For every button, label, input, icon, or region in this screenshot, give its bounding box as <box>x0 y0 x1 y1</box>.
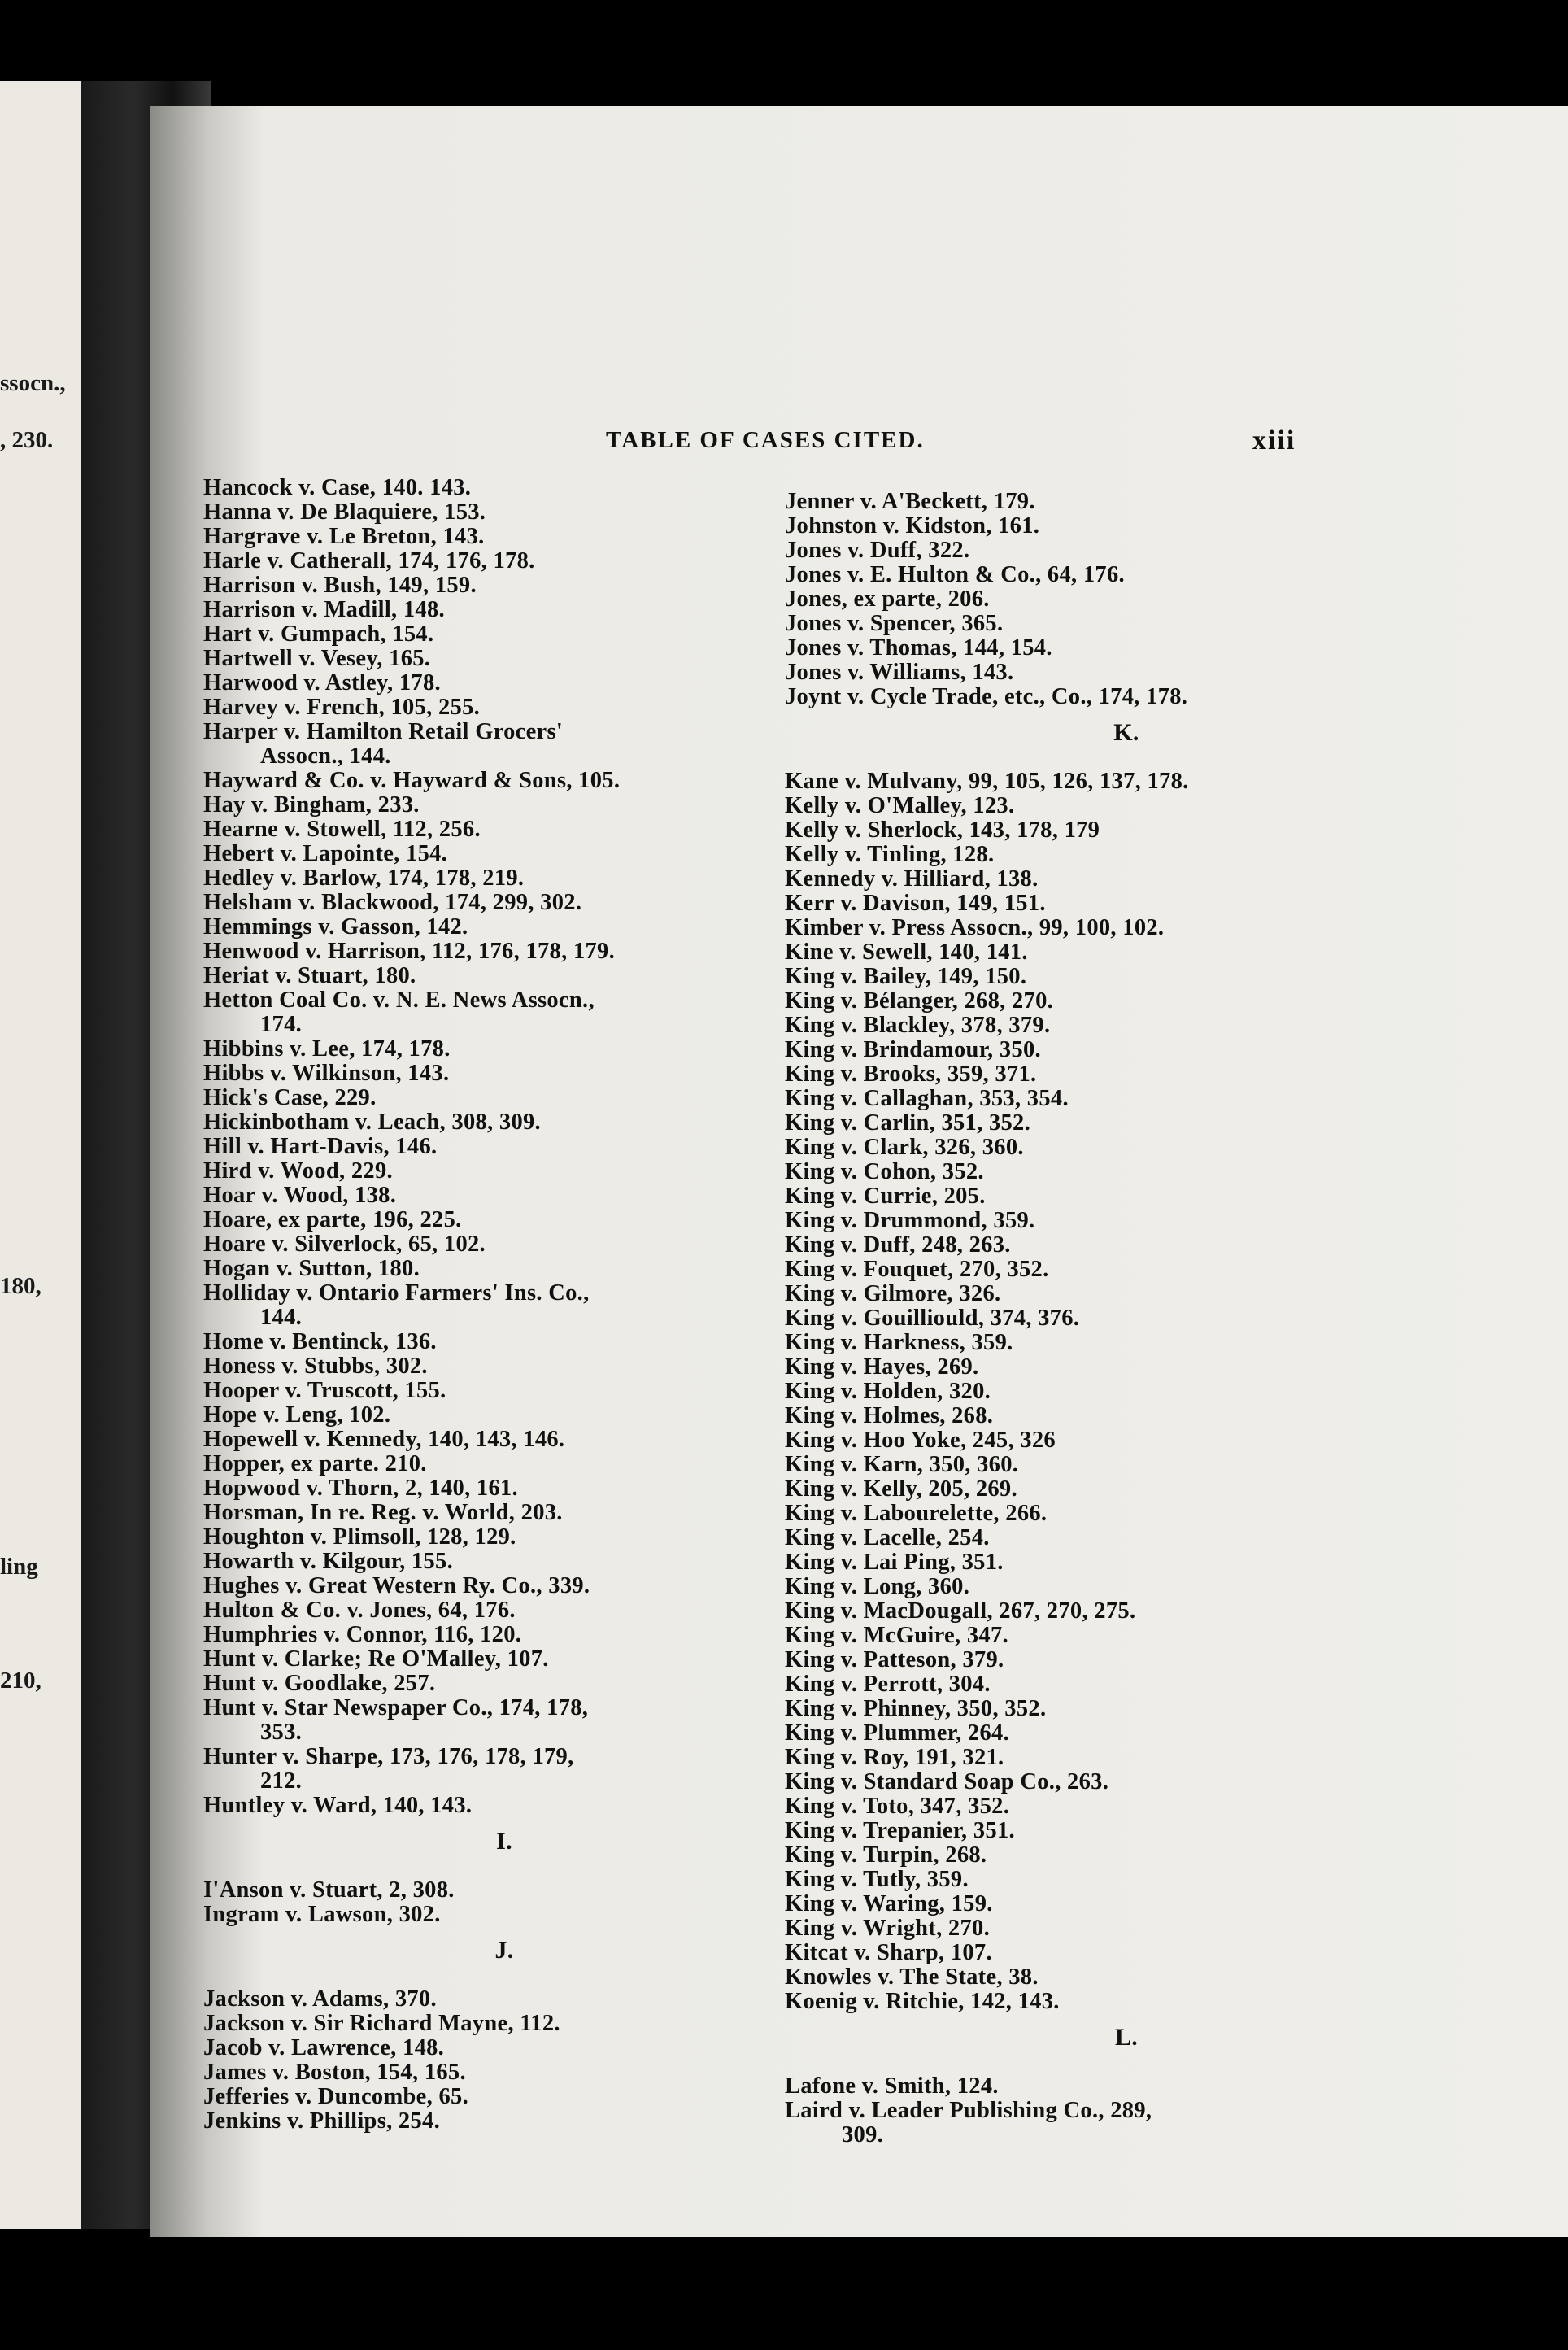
left-fragment: , 230. <box>0 427 54 453</box>
case-entry: Kimber v. Press Assocn., 99, 100, 102. <box>785 915 1165 940</box>
case-entry: Hickinbotham v. Leach, 308, 309. <box>203 1110 541 1135</box>
case-entry: King v. Drummond, 359. <box>785 1208 1035 1233</box>
case-entry: King v. Currie, 205. <box>785 1184 986 1209</box>
case-entry: King v. Long, 360. <box>785 1574 970 1599</box>
case-entry: Jefferies v. Duncombe, 65. <box>203 2084 468 2109</box>
case-entry: King v. Gilmore, 326. <box>785 1281 1001 1306</box>
case-entry: Kelly v. Tinling, 128. <box>785 842 995 867</box>
case-entry: King v. Wright, 270. <box>785 1916 990 1941</box>
case-entry: Hargrave v. Le Breton, 143. <box>203 524 485 549</box>
case-entry: Jones v. Duff, 322. <box>785 538 970 563</box>
case-continuation: 144. <box>260 1305 303 1330</box>
case-entry: King v. Fouquet, 270, 352. <box>785 1257 1049 1282</box>
case-entry <box>203 988 756 1037</box>
case-entry: Hope v. Leng, 102. <box>203 1402 391 1428</box>
case-entry: King v. MacDougall, 267, 270, 275. <box>785 1598 1136 1624</box>
case-entry: Horsman, In re. Reg. v. World, 203. <box>203 1500 563 1525</box>
left-fragment: ssocn., <box>0 370 66 396</box>
case-entry <box>785 2099 1338 2147</box>
case-entry: King v. Harkness, 359. <box>785 1330 1013 1355</box>
case-entry: King v. Carlin, 351, 352. <box>785 1110 1031 1136</box>
case-text: Hetton Coal Co. v. N. E. News Assocn., <box>203 988 595 1013</box>
case-entry: Jones, ex parte, 206. <box>785 586 990 612</box>
section-heading-j: J. <box>494 1937 514 1964</box>
section-heading-l: L. <box>1114 2024 1139 2051</box>
case-entry: King v. Toto, 347, 352. <box>785 1794 1010 1819</box>
case-entry <box>203 1745 756 1794</box>
case-entry: King v. McGuire, 347. <box>785 1623 1008 1648</box>
case-entry: King v. Labourelette, 266. <box>785 1501 1048 1526</box>
case-entry: King v. Plummer, 264. <box>785 1720 1010 1746</box>
case-entry: I'Anson v. Stuart, 2, 308. <box>203 1877 455 1903</box>
case-entry: Hibbs v. Wilkinson, 143. <box>203 1061 450 1086</box>
case-entry: Jones v. E. Hulton & Co., 64, 176. <box>785 562 1125 587</box>
case-entry: Kane v. Mulvany, 99, 105, 126, 137, 178. <box>785 769 1189 794</box>
case-entry <box>203 720 756 769</box>
case-entry: Jackson v. Sir Richard Mayne, 112. <box>203 2011 560 2036</box>
case-continuation: 309. <box>842 2122 884 2147</box>
case-entry: King v. Duff, 248, 263. <box>785 1232 1011 1258</box>
case-entry: Jackson v. Adams, 370. <box>203 1986 437 2012</box>
case-entry: Hoar v. Wood, 138. <box>203 1183 397 1208</box>
case-entry: Honess v. Stubbs, 302. <box>203 1354 428 1379</box>
case-entry: King v. Roy, 191, 321. <box>785 1745 1004 1770</box>
right-column <box>785 490 1468 2147</box>
scan-border <box>150 2237 1568 2350</box>
case-entry <box>203 1281 756 1330</box>
case-entry: Hartwell v. Vesey, 165. <box>203 646 431 671</box>
case-entry: King v. Cohon, 352. <box>785 1159 984 1184</box>
case-entry: King v. Perrott, 304. <box>785 1672 991 1697</box>
case-entry: Hird v. Wood, 229. <box>203 1158 393 1184</box>
case-text: Hunter v. Sharpe, 173, 176, 178, 179, <box>203 1744 574 1769</box>
case-entry: King v. Karn, 350, 360. <box>785 1452 1019 1477</box>
case-entry: Hunt v. Clarke; Re O'Malley, 107. <box>203 1646 549 1672</box>
case-entry: Jones v. Thomas, 144, 154. <box>785 635 1052 661</box>
case-entry: Huntley v. Ward, 140, 143. <box>203 1793 473 1818</box>
case-entry: Jones v. Spencer, 365. <box>785 611 1004 636</box>
case-entry: King v. Tutly, 359. <box>785 1867 969 1892</box>
case-entry: Hay v. Bingham, 233. <box>203 792 420 817</box>
case-entry: Hanna v. De Blaquiere, 153. <box>203 499 486 525</box>
case-entry: Kerr v. Davison, 149, 151. <box>785 891 1046 916</box>
case-continuation: 353. <box>260 1720 303 1745</box>
case-entry: King v. Hoo Yoke, 245, 326 <box>785 1428 1056 1453</box>
case-entry: Hebert v. Lapointe, 154. <box>203 841 448 866</box>
left-column <box>203 476 805 2134</box>
case-entry: Jones v. Williams, 143. <box>785 660 1014 685</box>
case-entry: King v. Trepanier, 351. <box>785 1818 1015 1843</box>
case-entry: Hoare v. Silverlock, 65, 102. <box>203 1232 486 1257</box>
case-entry: Kitcat v. Sharp, 107. <box>785 1940 992 1965</box>
page-number: xiii <box>1252 425 1296 456</box>
case-entry: King v. Standard Soap Co., 263. <box>785 1769 1109 1794</box>
case-entry: Humphries v. Connor, 116, 120. <box>203 1622 522 1647</box>
case-entry: Helsham v. Blackwood, 174, 299, 302. <box>203 890 582 915</box>
case-entry: Jacob v. Lawrence, 148. <box>203 2035 445 2060</box>
section-heading-k: K. <box>1113 719 1139 746</box>
case-entry: Home v. Bentinck, 136. <box>203 1329 437 1354</box>
case-entry: Harwood v. Astley, 178. <box>203 670 441 695</box>
case-entry: Hopewell v. Kennedy, 140, 143, 146. <box>203 1427 565 1452</box>
case-entry: King v. Holden, 320. <box>785 1379 991 1404</box>
case-entry: Jenkins v. Phillips, 254. <box>203 2108 441 2134</box>
case-entry: Hopper, ex parte. 210. <box>203 1451 427 1476</box>
facing-page-fragment <box>0 81 81 2229</box>
case-entry: Hill v. Hart-Davis, 146. <box>203 1134 438 1159</box>
case-entry: King v. Phinney, 350, 352. <box>785 1696 1047 1721</box>
case-entry: King v. Brindamour, 350. <box>785 1037 1041 1062</box>
case-entry: King v. Gouilliould, 374, 376. <box>785 1306 1080 1331</box>
case-entry: King v. Brooks, 359, 371. <box>785 1062 1037 1087</box>
case-entry: Johnston v. Kidston, 161. <box>785 513 1040 538</box>
case-entry <box>203 1696 756 1745</box>
case-entry: Houghton v. Plimsoll, 128, 129. <box>203 1524 516 1550</box>
case-continuation: 174. <box>260 1012 303 1037</box>
case-entry: King v. Callaghan, 353, 354. <box>785 1086 1069 1111</box>
case-entry: Hayward & Co. v. Hayward & Sons, 105. <box>203 768 621 793</box>
running-title: TABLE OF CASES CITED. <box>606 427 925 453</box>
case-entry: Knowles v. The State, 38. <box>785 1964 1039 1990</box>
case-continuation: 212. <box>260 1768 303 1794</box>
left-fragment: ling <box>0 1554 38 1580</box>
case-entry: Hoare, ex parte, 196, 225. <box>203 1207 462 1232</box>
case-entry: Hogan v. Sutton, 180. <box>203 1256 420 1281</box>
case-entry: Kelly v. O'Malley, 123. <box>785 793 1015 818</box>
case-entry: King v. Holmes, 268. <box>785 1403 994 1428</box>
case-entry: Henwood v. Harrison, 112, 176, 178, 179. <box>203 939 616 964</box>
case-entry: Koenig v. Ritchie, 142, 143. <box>785 1989 1060 2014</box>
case-entry: King v. Clark, 326, 360. <box>785 1135 1024 1160</box>
case-text: Harper v. Hamilton Retail Grocers' <box>203 719 564 744</box>
case-text: Hunt v. Star Newspaper Co., 174, 178, <box>203 1695 589 1720</box>
case-entry: King v. Lacelle, 254. <box>785 1525 990 1550</box>
case-continuation: Assocn., 144. <box>260 743 391 769</box>
case-entry: James v. Boston, 154, 165. <box>203 2060 466 2085</box>
case-entry: King v. Hayes, 269. <box>785 1354 979 1380</box>
case-entry: Harvey v. French, 105, 255. <box>203 695 481 720</box>
case-entry: King v. Waring, 159. <box>785 1891 993 1916</box>
case-entry: King v. Blackley, 378, 379. <box>785 1013 1051 1038</box>
section-heading-i: I. <box>496 1828 512 1855</box>
case-entry: King v. Patteson, 379. <box>785 1647 1004 1672</box>
case-entry: Hancock v. Case, 140. 143. <box>203 475 472 500</box>
case-entry: Harle v. Catherall, 174, 176, 178. <box>203 548 535 573</box>
case-entry: Kine v. Sewell, 140, 141. <box>785 940 1028 965</box>
case-entry: King v. Bailey, 149, 150. <box>785 964 1027 989</box>
case-entry: Hunt v. Goodlake, 257. <box>203 1671 436 1696</box>
case-entry: Kennedy v. Hilliard, 138. <box>785 866 1039 892</box>
case-entry: Jenner v. A'Beckett, 179. <box>785 489 1035 514</box>
case-entry: Hughes v. Great Western Ry. Co., 339. <box>203 1573 590 1598</box>
case-entry: King v. Turpin, 268. <box>785 1842 987 1868</box>
case-entry: Hulton & Co. v. Jones, 64, 176. <box>203 1598 516 1623</box>
case-entry: Ingram v. Lawson, 302. <box>203 1902 441 1927</box>
case-entry: Hooper v. Truscott, 155. <box>203 1378 446 1403</box>
case-entry: Harrison v. Bush, 149, 159. <box>203 573 477 598</box>
case-entry: Hibbins v. Lee, 174, 178. <box>203 1036 451 1062</box>
case-entry: Hearne v. Stowell, 112, 256. <box>203 817 481 842</box>
case-entry: Howarth v. Kilgour, 155. <box>203 1549 454 1574</box>
case-entry: King v. Kelly, 205, 269. <box>785 1476 1017 1502</box>
case-entry: Hemmings v. Gasson, 142. <box>203 914 468 940</box>
left-fragment: 210, <box>0 1668 41 1694</box>
case-entry: Hart v. Gumpach, 154. <box>203 621 434 647</box>
case-entry: Hopwood v. Thorn, 2, 140, 161. <box>203 1476 518 1501</box>
left-fragment: 180, <box>0 1273 41 1299</box>
book-page <box>150 106 1568 2237</box>
case-entry: Lafone v. Smith, 124. <box>785 2073 999 2099</box>
case-entry: King v. Bélanger, 268, 270. <box>785 988 1054 1014</box>
case-entry: Heriat v. Stuart, 180. <box>203 963 416 988</box>
page-header <box>150 427 1568 460</box>
case-text: Holliday v. Ontario Farmers' Ins. Co., <box>203 1280 590 1306</box>
case-entry: Harrison v. Madill, 148. <box>203 597 445 622</box>
case-entry: King v. Lai Ping, 351. <box>785 1550 1004 1575</box>
case-text: Laird v. Leader Publishing Co., 289, <box>785 2098 1152 2123</box>
case-entry: Joynt v. Cycle Trade, etc., Co., 174, 178. <box>785 684 1188 709</box>
case-entry: Hedley v. Barlow, 174, 178, 219. <box>203 865 525 891</box>
case-entry: Kelly v. Sherlock, 143, 178, 179 <box>785 817 1100 843</box>
case-entry: Hick's Case, 229. <box>203 1085 377 1110</box>
